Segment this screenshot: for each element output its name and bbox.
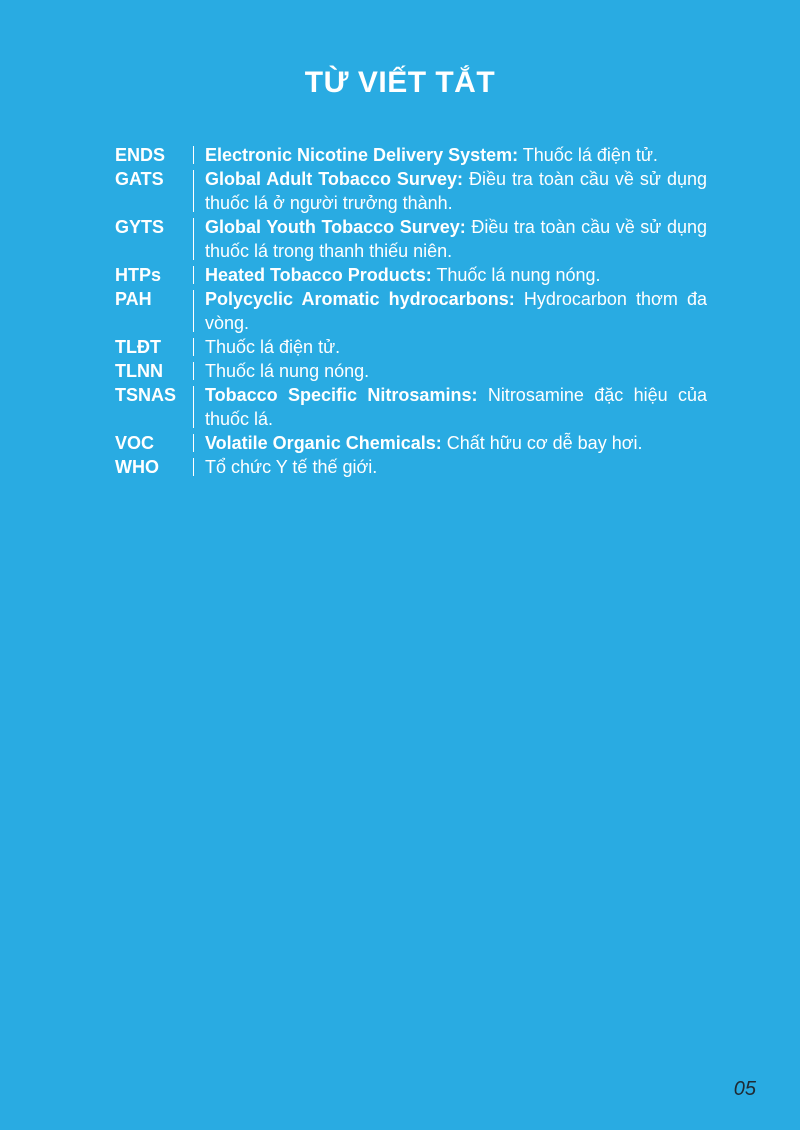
- abbreviation-meaning: Thuốc lá nung nóng.: [431, 265, 601, 285]
- abbreviation-code: ENDS: [115, 145, 166, 165]
- abbreviation-row-tlnn: [115, 359, 707, 383]
- abbreviation-meaning: Thuốc lá nung nóng.: [205, 361, 370, 381]
- page-title: TỪ VIẾT TẮT: [304, 66, 496, 99]
- abbreviation-row-pah: [115, 287, 707, 335]
- abbreviation-code: GATS: [115, 169, 164, 189]
- abbreviation-code: TLNN: [115, 361, 163, 381]
- abbreviation-definition: [205, 263, 707, 287]
- abbreviation-term: Global Adult Tobacco Survey:: [205, 169, 463, 189]
- page-number: 05: [733, 1078, 756, 1100]
- abbreviation-term: Electronic Nicotine Delivery System:: [205, 145, 519, 165]
- abbreviation-row-ends: [115, 143, 707, 167]
- abbreviation-code: HTPs: [115, 265, 162, 285]
- column-divider: [193, 458, 194, 476]
- abbreviation-definition: [205, 143, 707, 167]
- column-divider: [193, 170, 194, 212]
- abbreviation-definition: [205, 335, 707, 359]
- abbreviation-meaning: Hydrocarbon thơm đa vòng.: [205, 289, 707, 333]
- abbreviation-meaning: Thuốc lá điện tử.: [205, 337, 341, 357]
- abbreviation-meaning: Điều tra toàn cầu về sử dụng thuốc lá ở người trưởng thành.: [205, 169, 707, 213]
- abbreviation-row-tsnas: [115, 383, 707, 431]
- abbreviation-definition: [205, 431, 707, 455]
- abbreviation-code: TSNAS: [115, 385, 177, 405]
- abbreviation-row-tldt: [115, 335, 707, 359]
- column-divider: [193, 434, 194, 452]
- abbreviation-term: Global Youth Tobacco Survey:: [205, 217, 466, 237]
- abbreviation-row-gats: [115, 167, 707, 215]
- abbreviation-list: [115, 143, 707, 479]
- abbreviation-row-htps: [115, 263, 707, 287]
- column-divider: [193, 146, 194, 164]
- abbreviation-definition: [205, 287, 707, 335]
- abbreviation-meaning: Điều tra toàn cầu về sử dụng thuốc lá trong thanh thiếu niên.: [205, 217, 707, 261]
- abbreviation-code: GYTS: [115, 217, 165, 237]
- abbreviation-definition: [205, 167, 707, 215]
- abbreviation-term: Volatile Organic Chemicals:: [205, 433, 442, 453]
- abbreviation-code: WHO: [115, 457, 159, 477]
- abbreviation-definition: [205, 455, 707, 479]
- abbreviation-meaning: Chất hữu cơ dễ bay hơi.: [441, 433, 643, 453]
- abbreviation-code: PAH: [115, 289, 152, 309]
- abbreviation-meaning: Thuốc lá điện tử.: [518, 145, 658, 165]
- abbreviation-term: Tobacco Specific Nitrosamins:: [205, 385, 478, 405]
- abbreviation-row-gyts: [115, 215, 707, 263]
- column-divider: [193, 386, 194, 428]
- abbreviation-term: Heated Tobacco Products:: [205, 265, 432, 285]
- abbreviation-definition: [205, 383, 707, 431]
- column-divider: [193, 290, 194, 332]
- abbreviation-term: Polycyclic Aromatic hydrocarbons:: [205, 289, 515, 309]
- column-divider: [193, 266, 194, 284]
- abbreviation-meaning: Tổ chức Y tế thế giới.: [205, 457, 378, 477]
- abbreviation-code: VOC: [115, 433, 155, 453]
- abbreviation-meaning: Nitrosamine đặc hiệu của thuốc lá.: [205, 385, 707, 429]
- abbreviation-row-voc: [115, 431, 707, 455]
- abbreviation-row-who: [115, 455, 707, 479]
- column-divider: [193, 362, 194, 380]
- abbreviation-code: TLĐT: [115, 337, 161, 357]
- abbreviation-definition: [205, 215, 707, 263]
- abbreviation-definition: [205, 359, 707, 383]
- column-divider: [193, 338, 194, 356]
- column-divider: [193, 218, 194, 260]
